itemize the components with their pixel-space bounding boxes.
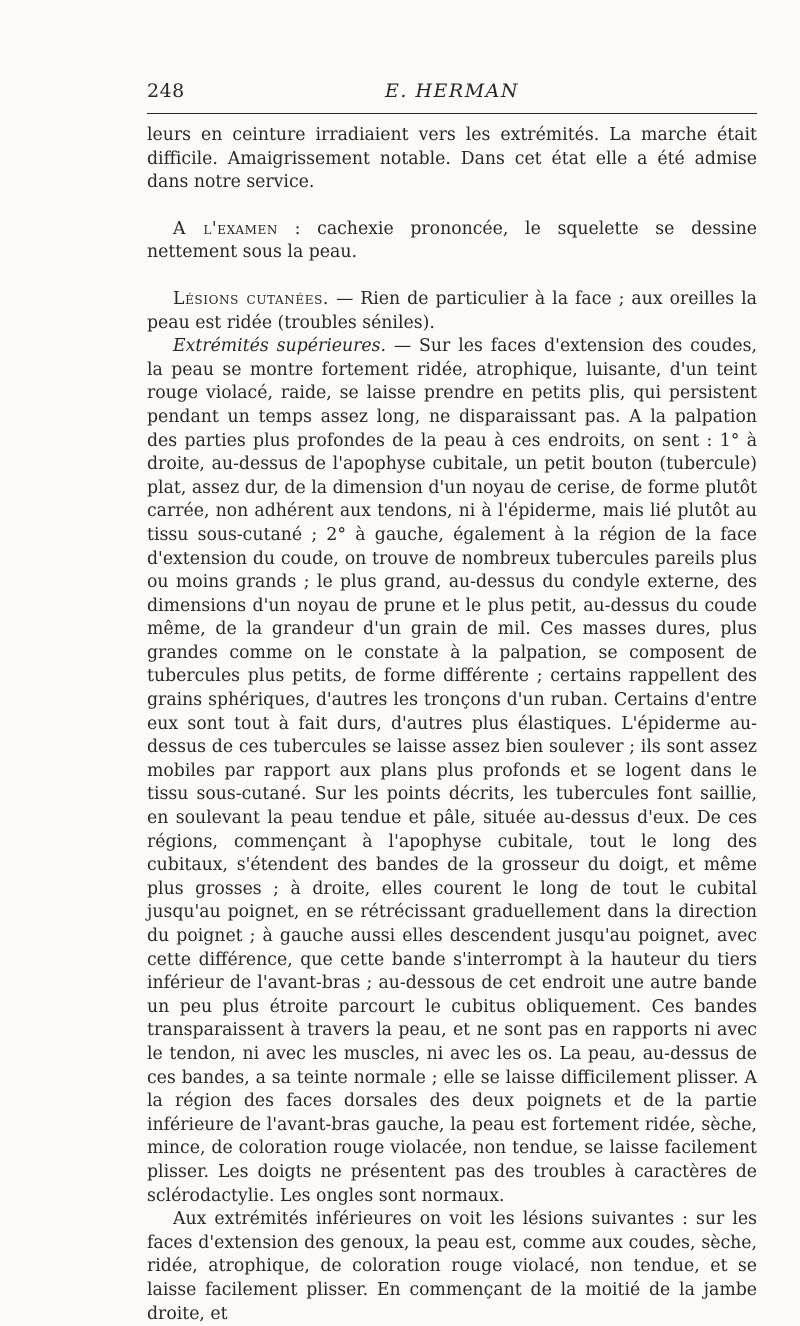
paragraph-5: Aux extrémités inférieures on voit les lésions suivantes : sur les faces d'extension des genoux, la peau est, comme aux coudes, sèche, ridée, atrophique, de coloration rouge violacé, non tendue, et se laisse facilement plisser. En commençant de la moitié de la jambe droite, et <box>147 1209 757 1324</box>
page-number: 248 <box>147 80 185 102</box>
section-lead-extremites: Extrémités supérieures. <box>173 336 386 357</box>
page-header <box>147 80 757 106</box>
running-title: E. HERMAN <box>385 80 519 102</box>
section-lead-examen: A l'examen <box>173 218 278 239</box>
paragraph-2: A l'examen : cachexie prononcée, le squelette se dessine nettement sous la peau. <box>147 218 757 263</box>
paragraph-3: Lésions cutanées. — Rien de particulier à la face ; aux oreilles la peau est ridée (troubles séniles). <box>147 288 757 333</box>
header-rule <box>147 113 757 114</box>
paragraph-1: leurs en ceinture irradiaient vers les extrémités. La marche était difficile. Amaigrissement notable. Dans cet état elle a été admise dans notre service. <box>147 125 757 193</box>
section-lead-lesions: Lésions cutanées. <box>173 288 329 309</box>
paragraph-4: Extrémités supérieures. — Sur les faces d'extension des coudes, la peau se montre fortement ridée, atrophique, luisante, d'un teint rouge violacé, raide, se laisse prendre en petits plis, qui persistent pendant un temps assez long, ne disparaissant pas. A la palpation des parties plus profondes de la peau à ces endroits, on sent : 1° à droite, au-dessus de l'apophyse cubitale, un petit bouton (tubercule) plat, assez dur, de la dimension d'un noyau de cerise, de forme plutôt carrée, non adhérent aux tendons, ni à l'épiderme, mais lié plutôt au tissu sous-cutané ; 2° à gauche, également à la région de la face d'extension du coude, on trouve de nombreux tubercules pareils plus ou moins grands ; le plus grand, au-dessus du condyle externe, des dimensions d'un noyau de prune et le plus petit, au-dessus du coude même, de la grandeur d'un grain de mil. Ces masses dures, plus grandes comme on le constate à la palpation, se composent de tubercules plus petits, de forme différente ; certains rappellent des grains sphériques, d'autres les tronçons d'un ruban. Certains d'entre eux sont tout à fait durs, d'autres plus élastiques. L'épiderme au-dessus de ces tubercules se laisse assez bien soulever ; ils sont assez mobiles par rapport aux plans plus profonds et se logent dans le tissu sous-cutané. Sur les points décrits, les tubercules font saillie, en soulevant la peau tendue et pâle, située au-dessus d'eux. De ces régions, commençant à l'apophyse cubitale, tout le long des cubitaux, s'étendent des bandes de la grosseur du doigt, et même plus grosses ; à droite, elles courent le long de tout le cubital jusqu'au poignet, en se rétrécissant graduellement dans la direction du poignet ; à gauche aussi elles descendent jusqu'au poignet, avec cette différence, que cette bande s'interrompt à la hauteur du tiers inférieur de l'avant-bras ; au-dessous de cet endroit une autre bande un peu plus étroite parcourt le cubitus obliquement. Ces bandes transparaissent à travers la peau, et ne sont pas en rapports ni avec le tendon, ni avec les muscles, ni avec les os. La peau, au-dessus de ces bandes, a sa teinte normale ; elle se laisse difficilement plisser. A la région des faces dorsales des deux poignets et de la partie inférieure de l'avant-bras gauche, la peau est fortement ridée, sèche, mince, de coloration rouge violacée, non tendue, se laisse facilement plisser. Les doigts ne présentent pas des troubles à caractères de sclérodactylie. Les ongles sont normaux. <box>147 336 757 1206</box>
page-body <box>147 124 757 1326</box>
